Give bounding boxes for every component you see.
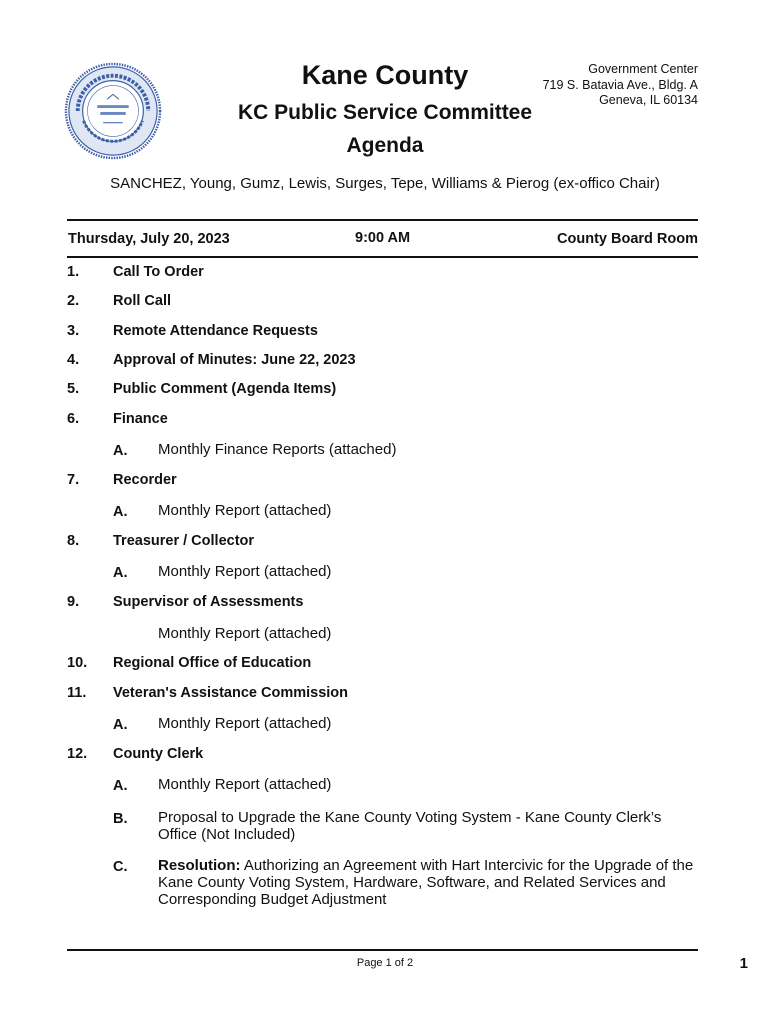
sub-item-text: Proposal to Upgrade the Kane County Voting System - Kane County Clerk’s Office (Not Included) (158, 809, 662, 843)
sub-item-text (158, 857, 703, 908)
agenda-item-title: Recorder (113, 472, 177, 488)
meeting-date: Thursday, July 20, 2023 (68, 231, 230, 247)
agenda-item-title: Remote Attendance Requests (113, 323, 318, 339)
sub-item-letter: A. (113, 717, 128, 733)
resolution-text: Authorizing an Agreement with Hart Intercivic for the Upgrade of the Kane County Voting System, Hardware, Software, and Related Services and Corresponding Budget Adjustment (158, 857, 694, 908)
sub-item-text: Monthly Report (attached) (158, 563, 332, 580)
agenda-item-title: Call To Order (113, 264, 204, 280)
page-number: 1 (739, 955, 748, 972)
sub-item-letter: B. (113, 811, 128, 827)
item-number: 11. (67, 685, 87, 701)
item-number: 10. (67, 655, 88, 671)
item-number: 3. (67, 323, 80, 339)
item-number: 6. (67, 411, 80, 427)
address-line-2: 719 S. Batavia Ave., Bldg. A (542, 77, 698, 92)
agenda-item-title: Treasurer / Collector (113, 533, 255, 549)
item-number: 8. (67, 533, 80, 549)
agenda-item-title: County Clerk (113, 746, 204, 762)
county-seal-logo (64, 62, 162, 160)
agenda-item-title: Approval of Minutes: June 22, 2023 (113, 352, 356, 368)
divider-top (67, 219, 698, 221)
committee-members: SANCHEZ, Young, Gumz, Lewis, Surges, Tepe, Williams & Pierog (ex-offico Chair) (110, 175, 660, 192)
meeting-time: 9:00 AM (355, 230, 411, 246)
page-label: Page 1 of 2 (356, 957, 414, 969)
sub-item-letter: A. (113, 778, 128, 794)
agenda-item-title: Supervisor of Assessments (113, 594, 304, 610)
item-number: 5. (67, 381, 80, 397)
address-line-1: Government Center (588, 62, 698, 76)
address-block (543, 62, 698, 109)
sub-item-text: Monthly Report (attached) (158, 715, 332, 732)
county-title: Kane County (301, 60, 469, 90)
agenda-item-title: Public Comment (Agenda Items) (113, 381, 337, 397)
sub-item-letter: A. (113, 565, 128, 581)
address-line-3: Geneva, IL 60134 (599, 93, 698, 107)
sub-item-text: Monthly Report (attached) (158, 625, 332, 642)
sub-item-text: Monthly Finance Reports (attached) (158, 441, 397, 458)
item-number: 1. (67, 264, 80, 280)
item-number: 4. (67, 352, 80, 368)
agenda-item-title: Roll Call (113, 293, 172, 309)
committee-title: KC Public Service Committee (237, 101, 533, 124)
meeting-room: County Board Room (557, 231, 698, 247)
agenda-item-title: Regional Office of Education (113, 655, 312, 671)
divider-header-bottom (67, 256, 698, 258)
document-type-title: Agenda (346, 134, 424, 157)
divider-footer (67, 949, 698, 951)
agenda-item-title: Veteran's Assistance Commission (113, 685, 349, 701)
item-number: 12. (67, 746, 88, 762)
sub-item-letter: A. (113, 504, 128, 520)
item-number: 7. (67, 472, 80, 488)
resolution-label: Resolution: (158, 857, 241, 874)
sub-item-text: Monthly Report (attached) (158, 776, 332, 793)
item-number: 2. (67, 293, 80, 309)
sub-item-letter: A. (113, 443, 128, 459)
sub-item-text: Monthly Report (attached) (158, 502, 332, 519)
agenda-item-title: Finance (113, 411, 168, 427)
item-number: 9. (67, 594, 80, 610)
sub-item-letter: C. (113, 859, 128, 875)
